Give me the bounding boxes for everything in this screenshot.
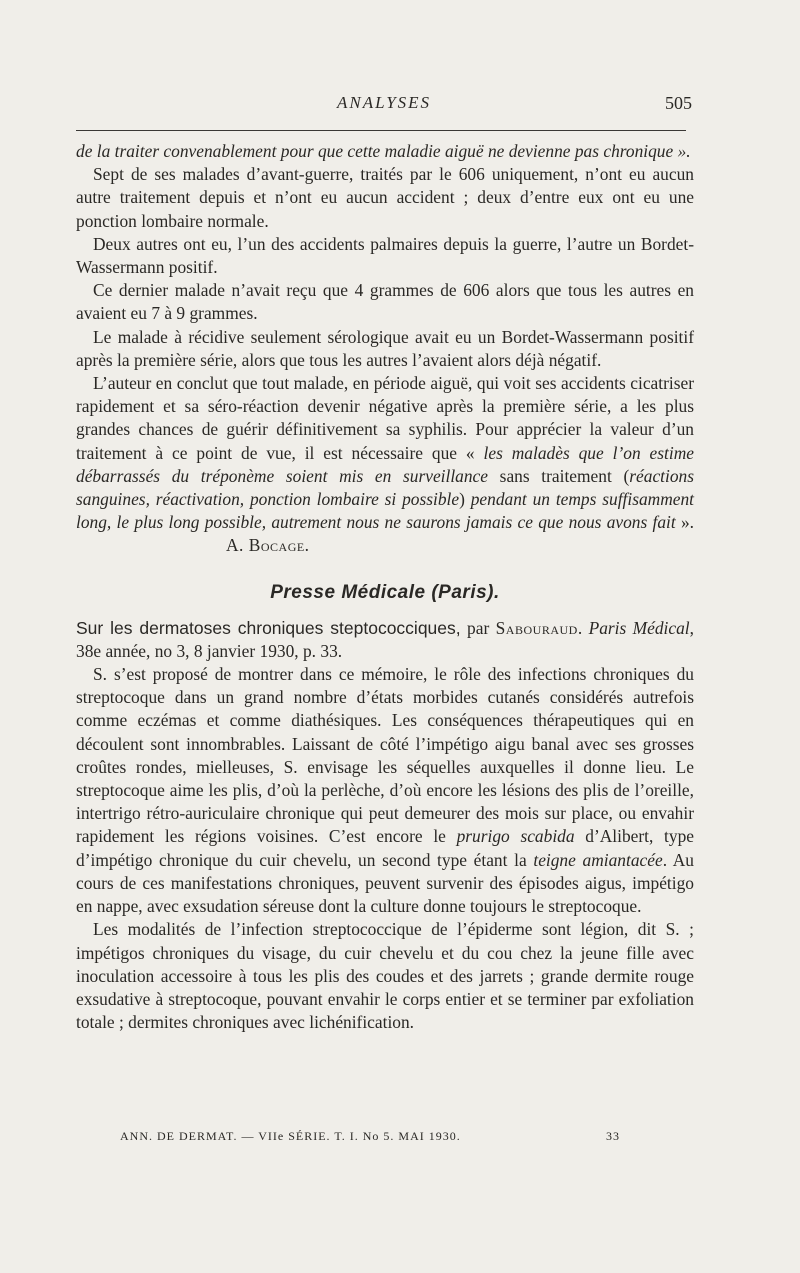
paragraph	[76, 372, 694, 558]
italic-text: réactions sanguines, réactivation, ponction lombaire si possible	[76, 465, 694, 510]
text-run: .	[577, 617, 589, 638]
article-reference: , 38e année, no 3, 8 janvier 1930, p. 33.	[76, 617, 694, 661]
text-run: . Au cours de ces manifestations chroniques, peuvent survenir des épisodes aigus, impétigo en nappe, avec exsudation séreuse dont la culture donne toujours le streptocoque.	[76, 849, 694, 917]
signature: A. Bocage.	[226, 535, 310, 556]
running-title: ANALYSES	[336, 93, 432, 112]
paragraph: Le malade à récidive seulement sérologique avait eu un Bordet-Wassermann positif après la première série, alors que tous les autres l’avaient alors déjà négatif.	[76, 326, 694, 370]
italic-text: de la traiter convenablement pour que cette maladie aiguë ne devienne pas chronique ».	[76, 141, 691, 161]
page-header	[76, 93, 692, 121]
text-run: )	[459, 489, 471, 510]
header-rule	[76, 130, 686, 131]
footer-citation: ANN. DE DERMAT. — VIIe SÉRIE. T. I. No 5. MAI 1930.	[120, 1129, 461, 1143]
paragraph	[76, 663, 694, 918]
paragraph: Deux autres ont eu, l’un des accidents palmaires depuis la guerre, l’autre un Bordet-Wassermann positif.	[76, 233, 694, 278]
text-run: ».	[675, 512, 695, 533]
text-run: sans traitement (	[488, 465, 630, 486]
article-heading	[76, 617, 694, 663]
page-number: 505	[665, 93, 692, 113]
journal-name: Paris Médical	[588, 617, 690, 638]
page-body	[76, 140, 694, 1034]
paragraph: Ce dernier malade n’avait reçu que 4 grammes de 606 alors que tous les autres en avaient eu 7 à 9 grammes.	[76, 280, 694, 324]
paragraph: Sept de ses malades d’avant-guerre, traités par le 606 uniquement, n’ont eu aucun autre traitement depuis et n’ont eu aucun accident ; deux d’entre eux ont eu une ponction lombaire normale.	[76, 164, 694, 231]
article-author: Sabouraud	[495, 617, 578, 638]
paragraph	[76, 140, 694, 163]
article-title: Sur les dermatoses chroniques steptococciques,	[76, 617, 461, 638]
italic-text: teigne amiantacée	[533, 849, 663, 870]
italic-text: prurigo scabida	[456, 826, 575, 847]
text-run: par	[460, 617, 496, 638]
footer-signature-mark: 33	[606, 1129, 620, 1143]
text-run: L’auteur en conclut que tout malade, en période aiguë, qui voit ses accidents cicatriser rapidement et sa séro-réaction devenir négative après la première série, a les plus grandes chances de guérir définitivement sa syphilis. Pour apprécier la valeur d’un traitement à ce point de vue, il est nécessaire que «	[76, 373, 694, 463]
italic-text: les maladès que l’on estime débarrassés du tréponème soient mis en surveillance	[76, 442, 694, 486]
paragraph: Les modalités de l’infection streptococcique de l’épiderme sont légion, dit S. ; impétigos chroniques du visage, du cuir chevelu et du cou chez la jeune fille avec inoculation accessoire à tous les plis des coudes et des jarrets ; grande dermite rouge exsudative à streptocoque, pouvant envahir le corps entier et se terminer par exfoliation totale ; dermites chroniques avec lichénification.	[76, 919, 694, 1033]
italic-text: pendant un temps suffisamment long, le plus long possible, autrement nous ne saurons jamais ce que nous avons fait	[76, 489, 695, 533]
text-run: d’Alibert, type d’impétigo chronique du cuir chevelu, un second type étant la	[76, 826, 694, 870]
section-title: Presse Médicale (Paris).	[270, 581, 500, 603]
text-run: S. s’est proposé de montrer dans ce mémoire, le rôle des infections chroniques du streptocoque dans un grand nombre d’états morbides cutanés considérés autrefois comme eczémas et comme diathésiques. Les conséquences thérapeutiques qui en découlent sont innombrables. Laissant de côté l’impétigo aigu banal avec ses grosses croûtes rondes, mielleuses, S. envisage les séquelles auxquelles il donne lieu. Le streptocoque aime les plis, d’où la perlèche, d’où encore les lésions des plis de l’oreille, intertrigo rétro-auriculaire chronique qui peut demeurer des mois sur place, ou envahir rapidement les régions voisines. C’est encore le	[76, 664, 694, 847]
